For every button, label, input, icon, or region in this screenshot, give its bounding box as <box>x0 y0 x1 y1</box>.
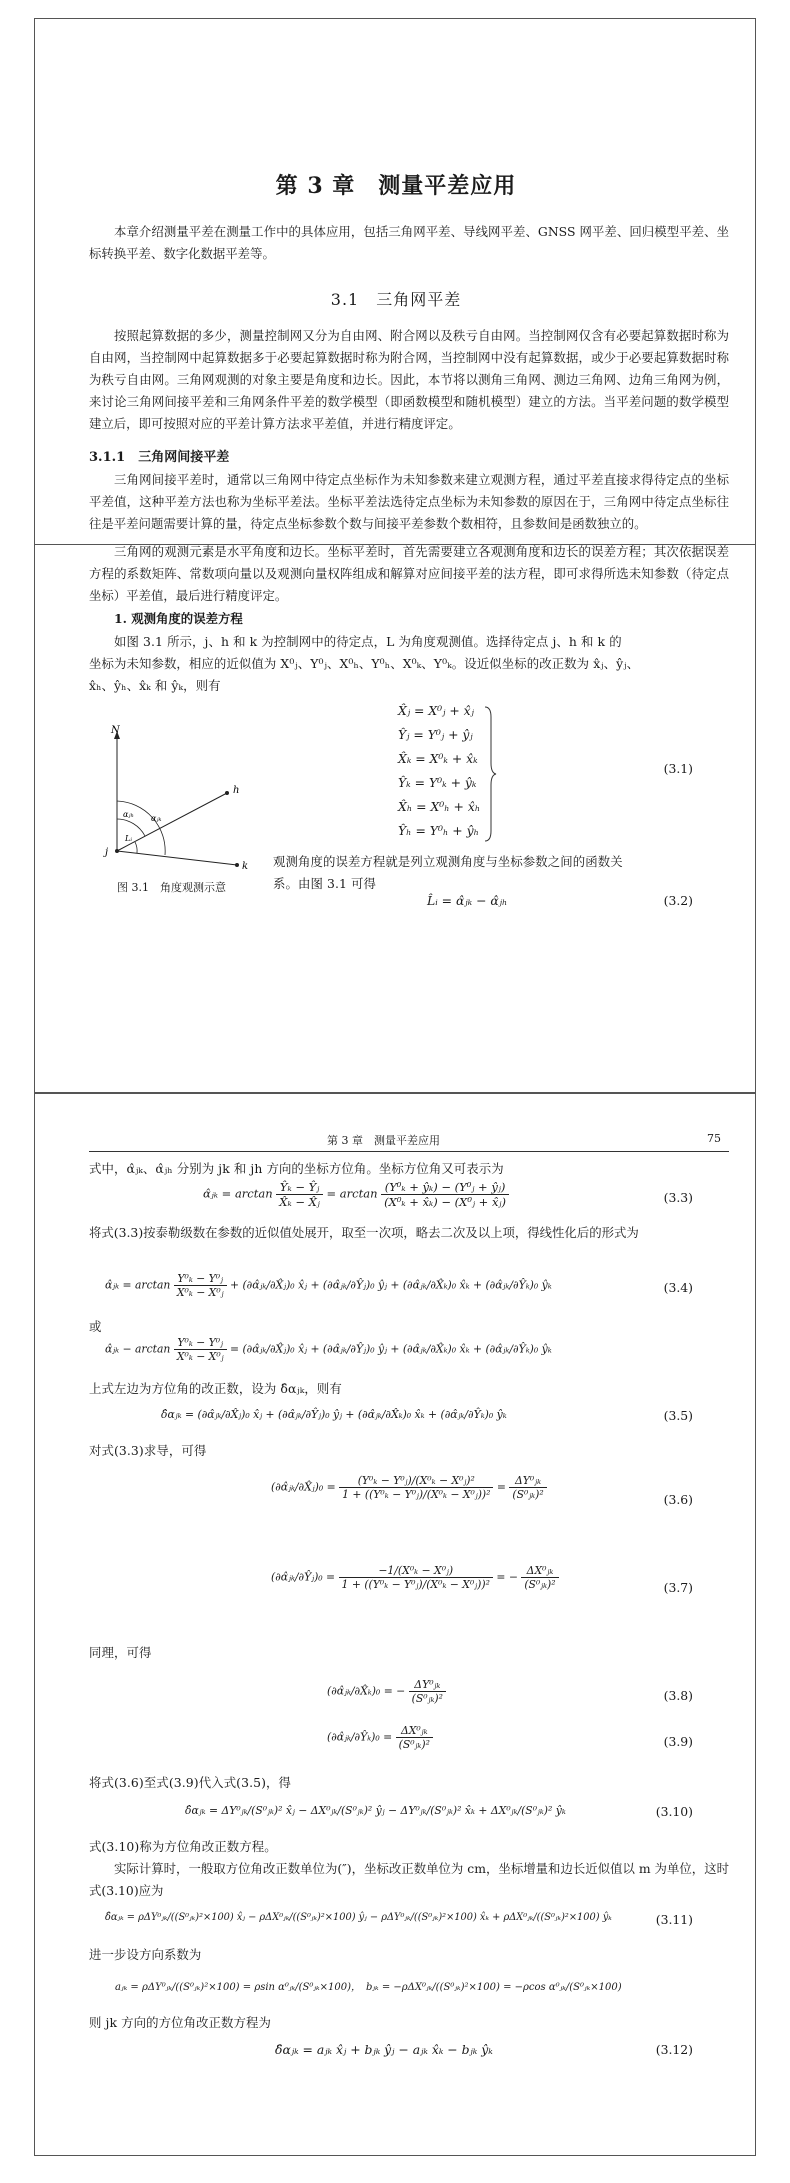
eq38-lhs: (∂α̂ⱼₖ/∂X̂ₖ)₀ = − <box>327 1684 406 1698</box>
eq37-frac <box>339 1564 493 1591</box>
eq37-rhs <box>521 1564 558 1591</box>
eq36-number: (3.6) <box>663 1492 693 1507</box>
eq34-frac-num: Y⁰ₖ − Y⁰ⱼ <box>174 1272 227 1286</box>
after-fig-line-2: 系。由图 3.1 可得 <box>273 876 377 891</box>
equation-3-8 <box>327 1678 446 1705</box>
eq36-lhs: (∂α̂ⱼₖ/∂X̂ⱼ)₀ = <box>271 1480 336 1494</box>
eq34b-frac-den: X⁰ₖ − X⁰ⱼ <box>176 1350 224 1363</box>
eq35-number: (3.5) <box>663 1408 693 1423</box>
eq34-frac <box>174 1272 227 1299</box>
eq33-frac-1-num: Ŷₖ − Ŷⱼ <box>276 1180 323 1195</box>
eq38-frac <box>409 1678 446 1705</box>
eq34-rest: + (∂α̂ⱼₖ/∂X̂ⱼ)₀ x̂ⱼ + (∂α̂ⱼₖ/∂Ŷⱼ)₀ ŷⱼ + (∂α̂ⱼₖ/∂X̂ₖ)₀ x̂ₖ + (∂α̂ⱼₖ/∂Ŷₖ)₀ ŷₖ <box>229 1278 552 1292</box>
section-paragraph: 按照起算数据的多少，测量控制网又分为自由网、附合网以及秩亏自由网。当控制网仅含有必要起算数据时称为自由网，当控制网中起算数据多于必要起算数据时称为附合网，当控制网中没有起算数据，或少于必要起算数据时称为秩亏自由网。三角网观测的对象主要是角度和边长。因此，本节将以测角三角网、测边三角网、边角三角网为例，来讨论三角网间接平差和三角网条件平差的数学模型（即函数模型和随机模型）建立的方法。当平差问题的数学模型建立后，即可按照对应的平差计算方法求平差值，并进行精度评定。 <box>89 328 729 431</box>
eq33-frac-2-num: (Y⁰ₖ + ŷₖ) − (Y⁰ⱼ + ŷⱼ) <box>381 1180 509 1195</box>
eq34b-rest: = (∂α̂ⱼₖ/∂X̂ⱼ)₀ x̂ⱼ + (∂α̂ⱼₖ/∂Ŷⱼ)₀ ŷⱼ + (∂α̂ⱼₖ/∂X̂ₖ)₀ x̂ₖ + (∂α̂ⱼₖ/∂Ŷₖ)₀ ŷₖ <box>229 1342 552 1356</box>
eq36-frac-num: (Y⁰ₖ − Y⁰ⱼ)/(X⁰ₖ − X⁰ⱼ)² <box>339 1474 493 1488</box>
page-1 <box>34 18 756 545</box>
eq34-lhs: α̂ⱼₖ = arctan <box>105 1278 171 1292</box>
equation-3-4 <box>105 1272 552 1299</box>
subsection-paragraph-2: 三角网的观测元素是水平角度和边长。坐标平差时，首先需要建立各观测角度和边长的误差方程；其次依据误差方程的系数矩阵、常数项向量以及观测向量权阵组成和解算对应间接平差的法方程，即可求得所选未知参数（待定点坐标）平差值，最后进行精度评定。 <box>89 544 729 603</box>
subsection-title: 3.1.1 三角网间接平差 <box>89 450 230 465</box>
eq34-number: (3.4) <box>663 1280 693 1295</box>
equation-3-6: (∂α̂ⱼₖ/∂X̂ⱼ)₀ = $\frac{\text{(Y⁰ₖ − Y⁰ⱼ)/(X⁰ₖ − X⁰ⱼ)²}}{\text{1 + ((Y⁰ₖ − Y⁰ⱼ)/(X⁰ₖ − X⁰ⱼ))²}}$ = $\frac{\text{ΔY⁰ⱼₖ}}{\text{(S⁰ⱼₖ)²}}$ <box>271 1474 547 1501</box>
eq311-number: (3.11) <box>655 1912 693 1927</box>
p2-line-4: 对式(3.3)求导，可得 <box>89 1443 207 1458</box>
eq36-rhs-den: (S⁰ⱼₖ)² <box>512 1488 544 1501</box>
intro-paragraph: 本章介绍测量平差在测量工作中的具体应用，包括三角网平差、导线网平差、GNSS 网平差、回归模型平差、坐标转换平差、数字化数据平差等。 <box>89 224 729 261</box>
eq31-line: Ŷₕ = Y⁰ₕ + ŷₕ <box>398 823 479 838</box>
page-2 <box>34 1093 756 2156</box>
fig-label-alpha-jk: αⱼₖ <box>151 814 162 823</box>
p2-line-2: 将式(3.3)按泰勒级数在参数的近似值处展开，取至一次项，略去二次及以上项，得线性化后的形式为 <box>89 1225 639 1240</box>
fig-label-L: Lᵢ <box>125 834 132 843</box>
eq38-number: (3.8) <box>663 1688 693 1703</box>
equation-3-12: δ̂αⱼₖ = aⱼₖ x̂ⱼ + bⱼₖ ŷⱼ − aⱼₖ x̂ₖ − bⱼₖ ŷₖ <box>275 2042 493 2057</box>
p2-line-1: 式中，α̂ⱼₖ、α̂ⱼₕ 分别为 jk 和 jh 方向的坐标方位角。坐标方位角又可表示为 <box>89 1161 504 1176</box>
eq37-frac-num: −1/(X⁰ₖ − X⁰ⱼ) <box>339 1564 493 1578</box>
eq36-frac <box>339 1474 493 1501</box>
eq31-brace <box>483 705 497 843</box>
angle-error-eq-heading: 1. 观测角度的误差方程 <box>114 611 243 626</box>
chapter-title: 第 3 章 测量平差应用 <box>275 173 517 199</box>
eq39-den: (S⁰ⱼₖ)² <box>398 1738 430 1751</box>
eq310-number: (3.10) <box>655 1804 693 1819</box>
page-number: 75 <box>707 1132 721 1145</box>
eq31-number: (3.1) <box>663 761 693 776</box>
p2-line-10: 则 jk 方向的方位角改正数方程为 <box>89 2015 272 2030</box>
p2-line-3: 上式左边为方位角的改正数，设为 δ̂αⱼₖ，则有 <box>89 1381 342 1396</box>
subsection-paragraph-1: 三角网间接平差时，通常以三角网中待定点坐标作为未知参数来建立观测方程，通过平差直接求得待定点的坐标平差值，这种平差方法也称为坐标平差法。坐标平差法选待定点坐标为未知参数的原因在于，三角网中待定点坐标往往是平差问题需要计算的量，待定点坐标参数个数与间接平差参数个数相符，且参数间是函数独立的。 <box>89 472 729 531</box>
fig-label-h: h <box>233 785 240 796</box>
eq32-number: (3.2) <box>663 893 693 908</box>
fig-intro-line-3: x̂ₕ、ŷₕ、x̂ₖ 和 ŷₖ，则有 <box>89 678 221 693</box>
section-title: 3.1 三角网平差 <box>330 290 462 309</box>
equation-3-2: L̂ᵢ = α̂ⱼₖ − α̂ⱼₕ <box>427 893 508 908</box>
page-1-lower <box>34 545 756 1093</box>
fig-intro-line-2: 坐标为未知参数，相应的近似值为 X⁰ⱼ、Y⁰ⱼ、X⁰ₕ、Y⁰ₕ、X⁰ₖ、Y⁰ₖ。设近似坐标的改正数为 x̂ⱼ、ŷⱼ、 <box>89 656 640 671</box>
eq37-rhs-num: ΔX⁰ⱼₖ <box>521 1564 558 1578</box>
equation-direction-coefficients: aⱼₖ = ρΔY⁰ⱼₖ/((S⁰ⱼₖ)²×100) = ρsin α⁰ⱼₖ/(S⁰ⱼₖ×100)， bⱼₖ = −ρΔX⁰ⱼₖ/((S⁰ⱼₖ)²×100) = −ρcos α⁰ⱼₖ/(S⁰ⱼₖ×100) <box>115 1982 622 1993</box>
eq33-frac-2-den: (X⁰ₖ + x̂ₖ) − (X⁰ⱼ + x̂ⱼ) <box>384 1195 506 1209</box>
eq38-num: ΔY⁰ⱼₖ <box>409 1678 446 1692</box>
eq31-line: X̂ₖ = X⁰ₖ + x̂ₖ <box>398 751 478 766</box>
fig-label-k: k <box>242 861 249 872</box>
eq37-lhs: (∂α̂ⱼₖ/∂Ŷⱼ)₀ = <box>271 1570 336 1584</box>
equation-3-10: δ̂αⱼₖ = ΔY⁰ⱼₖ/(S⁰ⱼₖ)² x̂ⱼ − ΔX⁰ⱼₖ/(S⁰ⱼₖ)² ŷⱼ − ΔY⁰ⱼₖ/(S⁰ⱼₖ)² x̂ₖ + ΔX⁰ⱼₖ/(S⁰ⱼₖ)² ŷₖ <box>185 1804 566 1817</box>
p2-line-6: 将式(3.6)至式(3.9)代入式(3.5)，得 <box>89 1775 292 1790</box>
p2-line-5: 同理，可得 <box>89 1645 152 1660</box>
angle-observation-figure <box>95 723 265 873</box>
eq31-line: X̂ₕ = X⁰ₕ + x̂ₕ <box>398 799 481 814</box>
fig-intro-line-1: 如图 3.1 所示，j、h 和 k 为控制网中的待定点，L 为角度观测值。选择待定点 j、h 和 k 的 <box>114 634 622 649</box>
eq38-den: (S⁰ⱼₖ)² <box>411 1692 443 1705</box>
eq36-rhs-num: ΔY⁰ⱼₖ <box>509 1474 546 1488</box>
equation-3-3 <box>203 1180 509 1209</box>
p2-or: 或 <box>89 1319 102 1334</box>
eq33-number: (3.3) <box>663 1190 693 1205</box>
eq34b-frac <box>174 1336 227 1363</box>
eq31-line: X̂ⱼ = X⁰ⱼ + x̂ⱼ <box>398 703 474 718</box>
equation-3-9 <box>327 1724 433 1751</box>
eq33-frac-1 <box>276 1180 323 1209</box>
equation-3-5: δ̂αⱼₖ = (∂α̂ⱼₖ/∂X̂ⱼ)₀ x̂ⱼ + (∂α̂ⱼₖ/∂Ŷⱼ)₀ ŷⱼ + (∂α̂ⱼₖ/∂X̂ₖ)₀ x̂ₖ + (∂α̂ⱼₖ/∂Ŷₖ)₀ ŷₖ <box>161 1408 507 1421</box>
eq39-lhs: (∂α̂ⱼₖ/∂Ŷₖ)₀ = <box>327 1730 393 1744</box>
eq36-rhs <box>509 1474 546 1501</box>
eq33-frac-1-den: X̂ₖ − X̂ⱼ <box>279 1195 320 1209</box>
equation-3-4b <box>105 1336 552 1363</box>
running-header-title: 第 3 章 测量平差应用 <box>327 1134 440 1147</box>
eq36-frac-den: 1 + ((Y⁰ₖ − Y⁰ⱼ)/(X⁰ₖ − X⁰ⱼ))² <box>342 1488 491 1501</box>
eq31-line: Ŷₖ = Y⁰ₖ + ŷₖ <box>398 775 477 790</box>
eq39-frac <box>396 1724 433 1751</box>
equation-3-11: δ̂αⱼₖ = ρΔY⁰ⱼₖ/((S⁰ⱼₖ)²×100) x̂ⱼ − ρΔX⁰ⱼₖ/((S⁰ⱼₖ)²×100) ŷⱼ − ρΔY⁰ⱼₖ/((S⁰ⱼₖ)²×100) x̂ₖ + ρΔX⁰ⱼₖ/((S⁰ⱼₖ)²×100) ŷₖ <box>105 1912 612 1923</box>
eq33-frac-2 <box>381 1180 509 1209</box>
eq33-lhs: α̂ⱼₖ = arctan <box>203 1186 273 1201</box>
eq37-rhs-den: (S⁰ⱼₖ)² <box>524 1578 556 1591</box>
after-fig-line-1: 观测角度的误差方程就是列立观测角度与坐标参数之间的函数关 <box>273 854 623 869</box>
eq31-line: Ŷⱼ = Y⁰ⱼ + ŷⱼ <box>398 727 473 742</box>
eq34b-frac-num: Y⁰ₖ − Y⁰ⱼ <box>174 1336 227 1350</box>
running-header <box>89 1130 729 1152</box>
eq34-frac-den: X⁰ₖ − X⁰ⱼ <box>176 1286 224 1299</box>
eq33-mid: = arctan <box>326 1186 378 1201</box>
fig-label-alpha-jh: αⱼₕ <box>123 810 134 819</box>
fig-label-j: j <box>105 847 109 858</box>
p2-line-9: 进一步设方向系数为 <box>89 1947 202 1962</box>
figure-caption: 图 3.1 角度观测示意 <box>117 881 226 894</box>
eq37-frac-den: 1 + ((Y⁰ₖ − Y⁰ⱼ)/(X⁰ₖ − X⁰ⱼ))² <box>341 1578 490 1591</box>
eq39-num: ΔX⁰ⱼₖ <box>396 1724 433 1738</box>
eq37-number: (3.7) <box>663 1580 693 1595</box>
equation-3-7: (∂α̂ⱼₖ/∂Ŷⱼ)₀ = $\frac{\text{−1/(X⁰ₖ − X⁰ⱼ)}}{\text{1 + ((Y⁰ₖ − Y⁰ⱼ)/(X⁰ₖ − X⁰ⱼ))²}}$ = − $\frac{\text{ΔX⁰ⱼₖ}}{\text{(S⁰ⱼₖ)²}}$ <box>271 1564 559 1591</box>
eq34b-lhs: α̂ⱼₖ − arctan <box>105 1342 171 1356</box>
fig-label-n: N <box>111 725 120 736</box>
p2-line-7: 式(3.10)称为方位角改正数方程。 <box>89 1839 277 1854</box>
eq312-number: (3.12) <box>655 2042 693 2057</box>
eq39-number: (3.9) <box>663 1734 693 1749</box>
p2-line-8: 实际计算时，一般取方位角改正数单位为(″)，坐标改正数单位为 cm，坐标增量和边长近似值以 m 为单位，这时式(3.10)应为 <box>89 1861 729 1898</box>
